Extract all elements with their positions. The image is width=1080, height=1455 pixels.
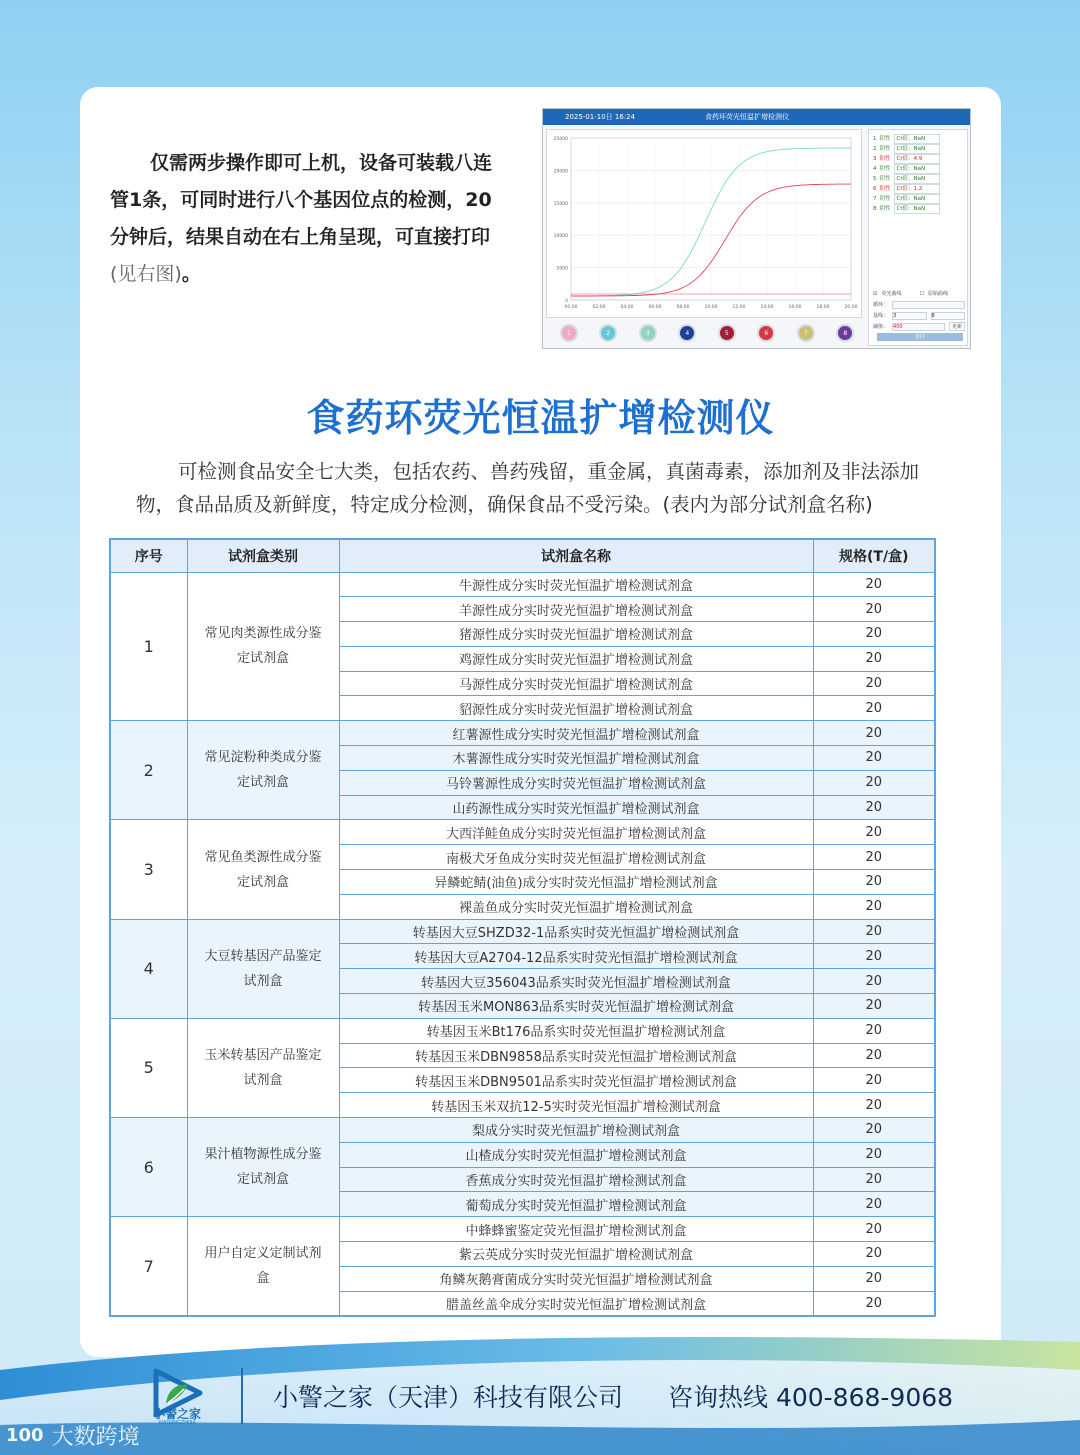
kit-spec: 20 [813,944,935,969]
kit-name: 腊盖丝盖伞成分实时荧光恒温扩增检测试剂盒 [339,1291,813,1316]
result-line [869,144,967,154]
kit-spec: 20 [813,969,935,994]
table-row [110,919,935,944]
kit-spec: 20 [813,1093,935,1118]
kit-name: 山药源性成分实时荧光恒温扩增检测试剂盒 [339,795,813,820]
result-line [869,174,967,184]
kit-spec: 20 [813,1142,935,1167]
x-tick-label: 10:00 [704,305,718,310]
intro-text: 仅需两步操作即可上机，设备可装载八连管1条，可同时进行八个基因位点的检测，20分钟后，结果自动在右上角呈现，可直接打印 [110,152,493,248]
kit-spec: 20 [813,597,935,622]
kit-name: 牛源性成分实时荧光恒温扩增检测试剂盒 [339,572,813,597]
result-channel: 7 [873,196,877,202]
kit-name: 中蜂蜂蜜鉴定荧光恒温扩增检测试剂盒 [339,1217,813,1242]
company-name: 小警之家（天津）科技有限公司 [273,1383,624,1412]
device-screenshot [542,108,971,349]
kit-name: 异鳞蛇鲭(油鱼)成分实时荧光恒温扩增检测试剂盒 [339,870,813,895]
update-button[interactable]: 更新 [949,322,965,331]
threshold-field[interactable]: 400 [892,323,945,331]
kit-spec: 20 [813,1167,935,1192]
result-ct: Ct值：NaN [894,174,940,184]
group-number: 1 [110,572,187,721]
table-row [110,1118,935,1143]
group-number: 3 [110,820,187,919]
table-header-row [110,539,935,572]
result-ct: Ct值：NaN [894,194,940,204]
watermark-text: 大数跨境 [51,1425,140,1450]
channel-chip[interactable]: 7 [797,324,815,342]
x-tick-label: 18:00 [816,305,830,310]
kit-spec: 20 [813,1291,935,1316]
result-channel: 6 [873,186,877,192]
result-channel: 8 [873,206,877,212]
result-label: 阳性 [879,186,891,192]
result-channel: 5 [873,176,877,182]
kit-name: 转基因玉米双抗12-5实时荧光恒温扩增检测试剂盒 [339,1093,813,1118]
kit-name: 转基因玉米DBN9858品系实时荧光恒温扩增检测试剂盒 [339,1043,813,1068]
group-category: 常见鱼类源性成分鉴定试剂盒 [187,820,339,919]
kit-name: 转基因玉米Bt176品系实时荧光恒温扩增检测试剂盒 [339,1018,813,1043]
result-channel: 4 [873,166,877,172]
channel-chip[interactable]: 4 [678,324,696,342]
channel-chip[interactable]: 8 [836,324,854,342]
kit-spec: 20 [813,770,935,795]
kit-spec: 20 [813,994,935,1019]
x-tick-label: 14:00 [760,305,774,310]
curve-controls [873,288,965,332]
group-number: 7 [110,1217,187,1316]
kit-name: 猪源性成分实时荧光恒温扩增检测试剂盒 [339,622,813,647]
kit-name: 南极犬牙鱼成分实时荧光恒温扩增检测试剂盒 [339,845,813,870]
kit-name: 羊源性成分实时荧光恒温扩增检测试剂盒 [339,597,813,622]
kit-spec: 20 [813,1217,935,1242]
kit-name: 转基因大豆SHZD32-1品系实时荧光恒温扩增检测试剂盒 [339,919,813,944]
kit-name: 马铃薯源性成分实时荧光恒温扩增检测试剂盒 [339,770,813,795]
kit-name: 转基因大豆356043品系实时荧光恒温扩增检测试剂盒 [339,969,813,994]
result-ct: Ct值：NaN [894,144,940,154]
kit-name: 香蕉成分实时荧光恒温扩增检测试剂盒 [339,1167,813,1192]
kit-name: 梨成分实时荧光恒温扩增检测试剂盒 [339,1118,813,1143]
result-panel [868,129,968,346]
y-tick-label: 25000 [553,137,568,142]
x-tick-label: 12:00 [732,305,746,310]
kit-spec: 20 [813,1043,935,1068]
hotline: 咨询热线 400-868-9068 [668,1383,954,1412]
result-label: 阴性 [879,146,891,152]
kit-name: 转基因大豆A2704-12品系实时荧光恒温扩增检测试剂盒 [339,944,813,969]
result-line [869,194,967,204]
channel-chip[interactable]: 5 [718,324,736,342]
loop-label: 循环： [873,302,889,308]
kit-name: 裸盖鱼成分实时荧光恒温扩增检测试剂盒 [339,894,813,919]
channel-chip[interactable]: 1 [560,324,578,342]
group-category: 玉米转基因产品鉴定试剂盒 [187,1018,339,1117]
header-no: 序号 [110,539,187,572]
group-number: 4 [110,919,187,1018]
amplification-chart [547,130,863,319]
table-row [110,721,935,746]
result-channel: 2 [873,146,877,152]
table-group [110,1217,935,1316]
logo-subtext: XIAOJINGZHIJIA [158,1420,196,1426]
screen-datetime: 2025-01-10日 16:24 [565,113,636,121]
y-tick-label: 15000 [553,201,568,207]
baseline-from-field[interactable]: 3 [892,312,927,320]
kit-name: 马源性成分实时荧光恒温扩增检测试剂盒 [339,671,813,696]
header-category: 试剂盒类别 [187,539,339,572]
kit-name: 大西洋鲑鱼成分实时荧光恒温扩增检测试剂盒 [339,820,813,845]
channel-selector [549,322,865,344]
result-ct: Ct值：NaN [894,204,940,214]
loop-field[interactable] [892,301,965,309]
intro-note: (见右图) [110,263,182,285]
group-number: 6 [110,1118,187,1217]
table-group [110,820,935,919]
watermark-logo-icon: 100 [6,1425,44,1446]
kit-name: 木薯源性成分实时荧光恒温扩增检测试剂盒 [339,746,813,771]
result-line [869,154,967,164]
baseline-label: 基线： [873,313,889,319]
reagent-table [109,538,936,1317]
kit-spec: 20 [813,721,935,746]
kit-spec: 20 [813,795,935,820]
table-group [110,1018,935,1117]
kit-name: 角鳞灰鹅膏菌成分实时荧光恒温扩增检测试剂盒 [339,1266,813,1291]
description-text: 可检测食品安全七大类，包括农药、兽药残留，重金属，真菌毒素，添加剂及非法添加物，食品品质及新鲜度，特定成分检测，确保食品不受污染。(表内为部分试剂盒名称) [136,460,920,516]
group-category: 常见淀粉种类成分鉴定试剂盒 [187,721,339,820]
table-group [110,572,935,721]
description [136,455,956,521]
header-spec: 规格(T/盒) [813,539,935,572]
kit-spec: 20 [813,1242,935,1267]
screen-title-bar [543,109,970,125]
x-tick-label: 04:00 [620,305,634,310]
x-tick-label: 02:00 [592,305,606,310]
kit-name: 紫云英成分实时荧光恒温扩增检测试剂盒 [339,1242,813,1267]
checkbox-raw-icon[interactable]: ☐ [919,290,924,297]
kit-name: 红薯源性成分实时荧光恒温扩增检测试剂盒 [339,721,813,746]
kit-spec: 20 [813,1068,935,1093]
result-label: 阴性 [879,166,891,172]
kit-spec: 20 [813,919,935,944]
result-channel: 1 [873,136,877,142]
result-label: 阴性 [879,176,891,182]
threshold-label: 阈值： [873,324,889,330]
kit-name: 转基因玉米MON863品系实时荧光恒温扩增检测试剂盒 [339,994,813,1019]
kit-spec: 20 [813,1266,935,1291]
x-tick-label: 16:00 [788,305,802,310]
x-tick-label: 00:00 [564,305,578,310]
group-category: 常见肉类源性成分鉴定试剂盒 [187,572,339,721]
kit-name: 鸡源性成分实时荧光恒温扩增检测试剂盒 [339,646,813,671]
y-tick-label: 20000 [553,169,568,175]
footer-divider [241,1368,243,1424]
result-ct: Ct值：4.9 [894,154,940,164]
group-category: 果汁植物源性成分鉴定试剂盒 [187,1118,339,1217]
baseline-to-field[interactable]: 8 [931,312,966,320]
table-row [110,1217,935,1242]
result-line [869,204,967,214]
result-label: 阴性 [879,206,891,212]
watermark [6,1420,140,1451]
group-category: 大豆转基因产品鉴定试剂盒 [187,919,339,1018]
kit-spec: 20 [813,1018,935,1043]
y-tick-label: 0 [565,299,568,304]
y-tick-label: 10000 [553,234,568,240]
result-label: 阴性 [879,196,891,202]
result-ct: Ct值：1.2 [894,184,940,194]
checkbox-fluor-label: 荧光曲线 [881,291,902,297]
amplification-plot [546,129,862,318]
kit-spec: 20 [813,1192,935,1217]
content-card [80,87,1001,1357]
product-title: 食药环荧光恒温扩增检测仪 [306,396,775,440]
y-tick-label: 5000 [556,266,568,272]
result-label: 阴性 [879,136,891,142]
kit-spec: 20 [813,820,935,845]
kit-spec: 20 [813,696,935,721]
x-tick-label: 08:00 [676,305,690,310]
kit-name: 转基因玉米DBN9501品系实时荧光恒温扩增检测试剂盒 [339,1068,813,1093]
channel-chip[interactable]: 3 [639,324,657,342]
intro-paragraph [110,145,510,293]
intro-end: 。 [181,263,201,285]
x-tick-label: 20:00 [844,305,858,310]
table-row [110,1018,935,1043]
table-group [110,721,935,820]
channel-chip[interactable]: 6 [757,324,775,342]
logo-text: 小警之家 [152,1407,201,1421]
group-category: 用户自定义定制试剂盒 [187,1217,339,1316]
result-list [869,130,967,214]
kit-name: 山楂成分实时荧光恒温扩增检测试剂盒 [339,1142,813,1167]
table-row [110,820,935,845]
kit-spec: 20 [813,870,935,895]
x-tick-label: 06:00 [648,305,662,310]
channel-chip[interactable]: 2 [599,324,617,342]
kit-spec: 20 [813,1118,935,1143]
back-button[interactable]: 返回 [877,333,963,341]
checkbox-fluor-icon[interactable]: ☑ [873,290,878,297]
table-group [110,1118,935,1217]
checkbox-raw-label: 原始曲线 [927,291,948,297]
result-ct: Ct值：NaN [894,134,940,144]
result-ct: Ct值：NaN [894,164,940,174]
kit-spec: 20 [813,845,935,870]
group-number: 2 [110,721,187,820]
kit-spec: 20 [813,646,935,671]
result-label: 阳性 [879,156,891,162]
kit-spec: 20 [813,894,935,919]
result-line [869,164,967,174]
screen-app-title: 食药环荧光恒温扩增检测仪 [705,113,789,121]
result-line [869,184,967,194]
kit-spec: 20 [813,622,935,647]
table-row [110,572,935,597]
result-channel: 3 [873,156,877,162]
kit-spec: 20 [813,671,935,696]
kit-name: 葡萄成分实时荧光恒温扩增检测试剂盒 [339,1192,813,1217]
header-name: 试剂盒名称 [339,539,813,572]
kit-spec: 20 [813,746,935,771]
table-group [110,919,935,1018]
kit-name: 貂源性成分实时荧光恒温扩增检测试剂盒 [339,696,813,721]
result-line [869,134,967,144]
group-number: 5 [110,1018,187,1117]
kit-spec: 20 [813,572,935,597]
